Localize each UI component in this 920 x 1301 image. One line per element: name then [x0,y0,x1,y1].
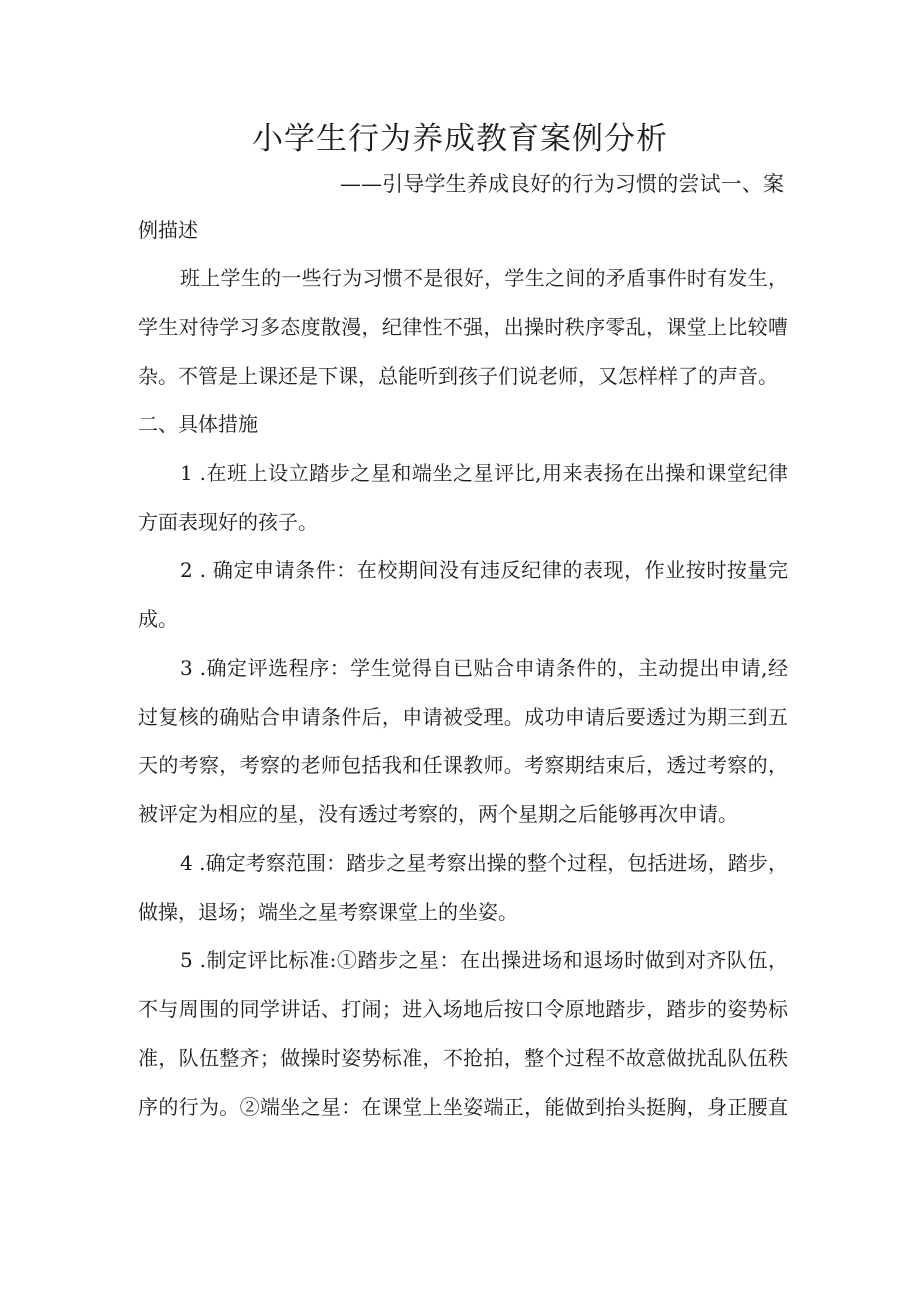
list-item-line: 1 .在班上设立踏步之星和端坐之星评比,用来表扬在出操和课堂纪律 [180,461,788,485]
list-item-line: 过复核的确贴合申请条件后，申请被受理。成功申请后要透过为期三到五 [138,705,788,729]
subtitle-line: ——引导学生养成良好的行为习惯的尝试一、案 [340,172,784,196]
list-item-line: 序的行为。②端坐之星：在课堂上坐姿端正，能做到抬头挺胸，身正腰直 [138,1095,788,1119]
list-item-line: 天的考察，考察的老师包括我和任课教师。考察期结束后，透过考察的， [138,753,788,777]
section-heading-case-description: 例描述 [138,218,198,242]
section-heading-measures: 二、具体措施 [138,412,258,436]
list-item-line: 不与周围的同学讲话、打闹；进入场地后按口令原地踏步，踏步的姿势标 [138,997,788,1021]
paragraph-line: 学生对待学习多态度散漫，纪律性不强，出操时秩序零乱，课堂上比较嘈 [138,315,788,339]
list-item-line: 成。 [138,607,178,631]
document-title: 小学生行为养成教育案例分析 [252,121,668,157]
list-item-line: 3 .确定评选程序：学生觉得自已贴合申请条件的，主动提出申请,经 [180,656,788,680]
list-item-line: 准，队伍整齐；做操时姿势标准，不抢拍，整个过程不故意做扰乱队伍秩 [138,1046,788,1070]
list-item-line: 5 .制定评比标准:①踏步之星：在出操进场和退场时做到对齐队伍， [180,948,788,972]
paragraph-line: 杂。不管是上课还是下课，总能听到孩子们说老师，又怎样样了的声音。 [138,364,778,388]
list-item-line: 方面表现好的孩子。 [138,510,318,534]
list-item-line: 2 . 确定申请条件：在校期间没有违反纪律的表现，作业按时按量完 [180,558,788,582]
list-item-line: 4 .确定考察范围：踏步之星考察出操的整个过程，包括进场，踏步， [180,851,788,875]
list-item-line: 做操，退场；端坐之星考察课堂上的坐姿。 [138,900,518,924]
list-item-line: 被评定为相应的星，没有透过考察的，两个星期之后能够再次申请。 [138,802,738,826]
paragraph-line: 班上学生的一些行为习惯不是很好，学生之间的矛盾事件时有发生， [180,266,788,290]
